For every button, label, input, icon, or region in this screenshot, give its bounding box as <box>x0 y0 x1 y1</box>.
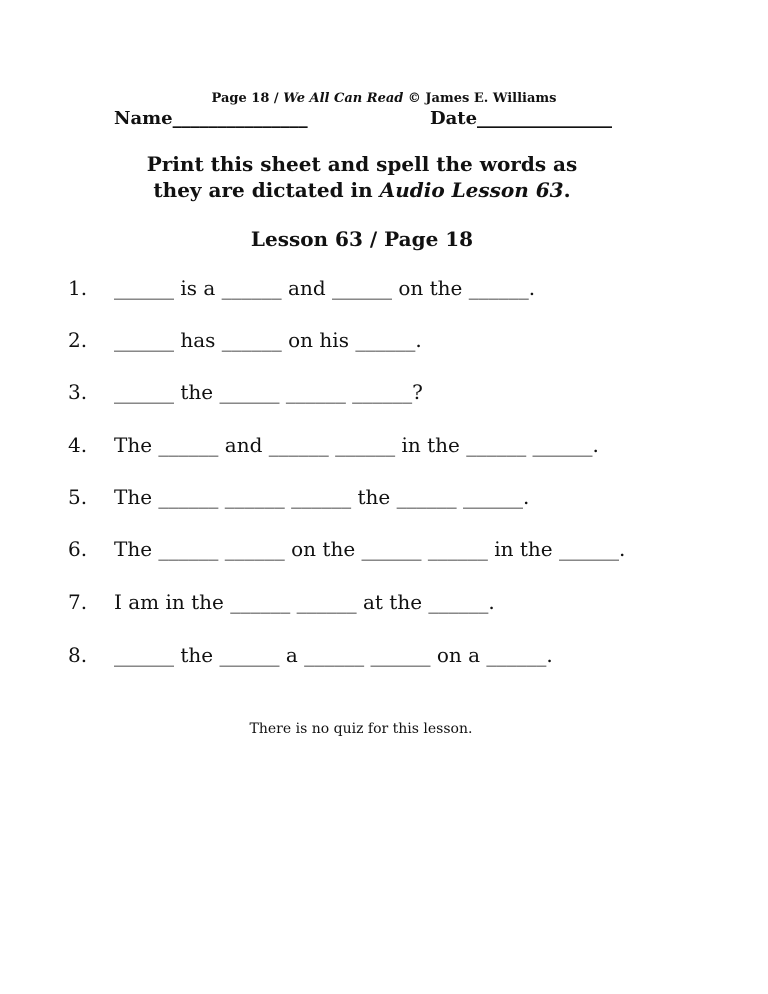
lesson-title: Lesson 63 / Page 18 <box>250 227 474 251</box>
item-sentence: The ______ ______ on the ______ ______ in the ______. <box>114 537 626 561</box>
item-number: 5. <box>68 485 88 509</box>
list-item <box>0 276 768 306</box>
footer-note: There is no quiz for this lesson. <box>249 721 473 737</box>
list-item <box>0 328 768 358</box>
item-number: 2. <box>68 328 88 352</box>
list-item <box>0 433 768 463</box>
item-sentence: ______ has ______ on his ______. <box>114 328 422 352</box>
page-reference: Page 18 / <box>211 91 284 106</box>
instructions-line-2 <box>0 177 724 203</box>
item-sentence: The ______ and ______ ______ in the ______ ______. <box>114 433 599 457</box>
list-item <box>0 380 768 410</box>
item-sentence: The ______ ______ ______ the ______ ______. <box>114 485 530 509</box>
item-number: 6. <box>68 537 88 561</box>
item-sentence: ______ the ______ a ______ ______ on a ______. <box>114 643 553 667</box>
item-number: 7. <box>68 590 88 614</box>
item-number: 3. <box>68 380 88 404</box>
item-sentence: ______ is a ______ and ______ on the ______. <box>114 276 536 300</box>
item-sentence: ______ the ______ ______ ______? <box>114 380 423 404</box>
instructions-line-2-prefix: they are dictated in <box>153 178 380 202</box>
instructions <box>0 151 724 203</box>
item-number: 8. <box>68 643 88 667</box>
instructions-line-2-suffix: . <box>563 178 571 202</box>
audio-lesson-reference: Audio Lesson 63 <box>379 178 564 202</box>
copyright-notice: © James E. Williams <box>403 91 557 106</box>
list-item <box>0 643 768 673</box>
item-number: 4. <box>68 433 88 457</box>
instructions-line-1: Print this sheet and spell the words as <box>146 152 578 176</box>
name-field: Name_______________ <box>114 108 308 129</box>
page-header <box>0 91 768 106</box>
item-number: 1. <box>68 276 88 300</box>
list-item <box>0 485 768 515</box>
book-title: We All Can Read <box>283 91 404 106</box>
date-field: Date_______________ <box>430 108 613 129</box>
list-item <box>0 537 768 567</box>
list-item <box>0 590 768 620</box>
item-sentence: I am in the ______ ______ at the ______. <box>114 590 495 614</box>
